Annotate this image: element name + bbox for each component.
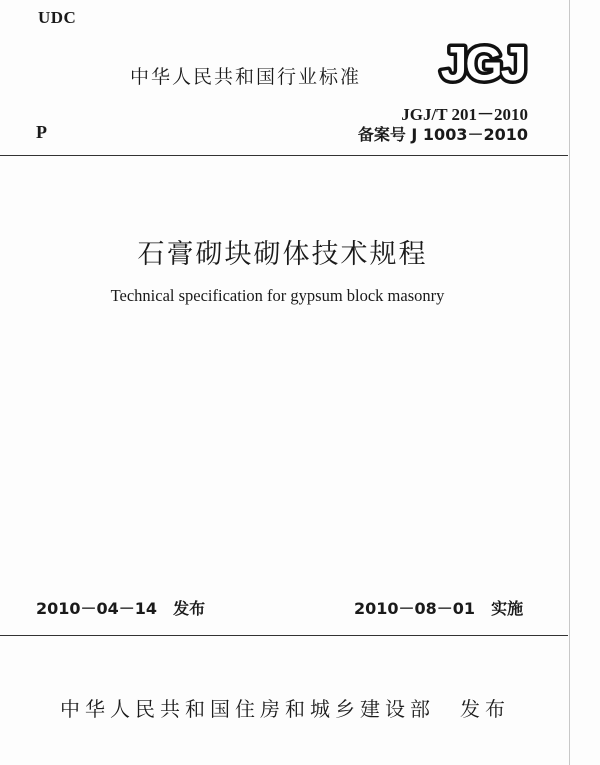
page-edge-line: [569, 0, 570, 765]
classification-code: P: [36, 122, 47, 142]
document-title-english: Technical specification for gypsum block masonry: [110, 286, 445, 305]
record-number: 备案号 J 1003－2010: [357, 125, 528, 144]
jgj-logo-icon: [428, 36, 538, 86]
standard-number: JGJ/T 201－2010: [401, 105, 528, 124]
industry-standard-label: 中华人民共和国行业标准: [130, 66, 362, 88]
issue-date: 2010－04－14 发布: [36, 599, 206, 618]
publisher-line: 中华人民共和国住房和城乡建设部 发布: [60, 697, 510, 721]
header-divider: [0, 155, 568, 156]
implementation-date: 2010－08－01 实施: [354, 599, 524, 618]
jgj-logo: [428, 36, 538, 86]
footer-divider: [0, 635, 568, 636]
udc-label: UDC: [38, 8, 77, 27]
jgj-logo-text: JGJ: [440, 38, 526, 86]
document-title-chinese: 石膏砌块砌体技术规程: [137, 239, 428, 270]
